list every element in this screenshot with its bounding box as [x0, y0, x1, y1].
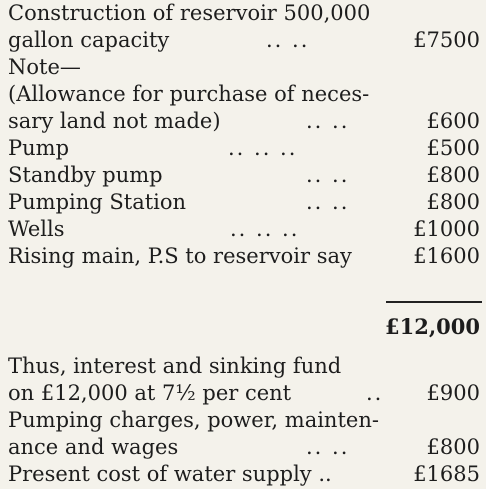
leader-dots: .. .. — [306, 163, 350, 187]
item-amount: £1600 — [413, 244, 480, 268]
line-allowance-1 — [8, 81, 480, 108]
item-text: sary land not made) — [8, 109, 221, 133]
line-interest-1 — [8, 353, 480, 380]
item-text: ance and wages — [8, 435, 179, 459]
line-rising-main — [8, 243, 480, 270]
line-interest-2 — [8, 380, 480, 407]
leader-dots: .. .. — [306, 109, 350, 133]
leader-dots: .. .. .. — [230, 217, 300, 241]
line-wells — [8, 216, 480, 243]
item-text: Note— — [8, 55, 81, 79]
line-allowance-2 — [8, 108, 480, 135]
item-text: Wells — [8, 217, 65, 241]
line-pumping-charges-1 — [8, 407, 480, 434]
item-amount: £800 — [426, 190, 480, 214]
item-amount: £800 — [426, 435, 480, 459]
item-text: Thus, interest and sinking fund — [8, 354, 342, 378]
item-text: Standby pump — [8, 163, 163, 187]
total-rule — [386, 301, 482, 303]
item-amount: £800 — [426, 163, 480, 187]
item-text: Present cost of water supply .. — [8, 462, 332, 486]
item-amount: £900 — [426, 381, 480, 405]
line-pumping-charges-2 — [8, 434, 480, 461]
item-text: gallon capacity — [8, 28, 170, 52]
leader-dots: .. — [366, 381, 384, 405]
line-pumping-station — [8, 189, 480, 216]
line-reservoir-1 — [8, 0, 480, 27]
item-text: Pumping charges, power, mainten- — [8, 408, 379, 432]
line-reservoir-2 — [8, 27, 480, 54]
item-text: Pump — [8, 136, 70, 160]
item-text: (Allowance for purchase of neces- — [8, 82, 370, 106]
total-amount: £12,000 — [385, 314, 480, 339]
leader-dots: .. .. — [266, 28, 310, 52]
line-standby-pump — [8, 162, 480, 189]
item-amount: £600 — [426, 109, 480, 133]
item-amount: £1000 — [413, 217, 480, 241]
item-amount: £7500 — [413, 28, 480, 52]
line-pump — [8, 135, 480, 162]
item-amount: £500 — [426, 136, 480, 160]
item-text: on £12,000 at 7½ per cent — [8, 381, 292, 405]
line-present-cost — [8, 461, 480, 488]
leader-dots: .. .. .. — [228, 136, 298, 160]
leader-dots: .. .. — [306, 190, 350, 214]
line-note — [8, 54, 480, 81]
item-text: Construction of reservoir 500,000 — [8, 1, 371, 25]
item-amount: £1685 — [413, 462, 480, 486]
item-text: Rising main, P.S to reservoir say — [8, 244, 352, 268]
item-text: Pumping Station — [8, 190, 187, 214]
leader-dots: .. .. — [306, 435, 350, 459]
